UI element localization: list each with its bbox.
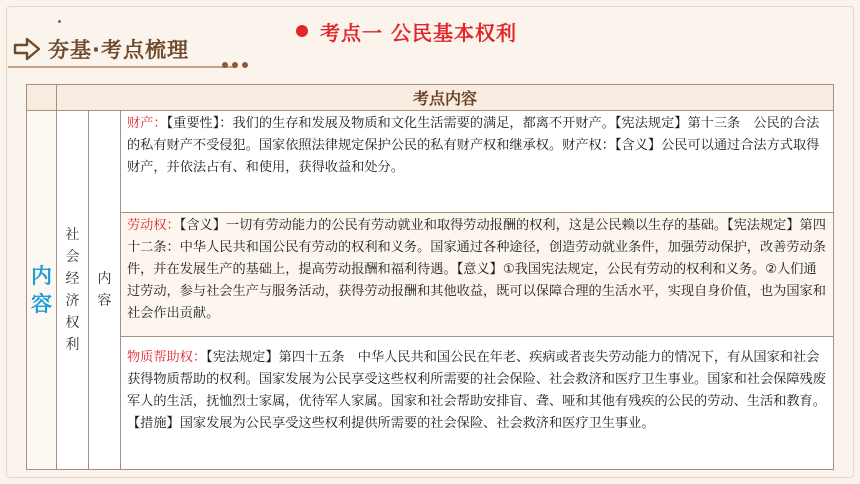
row-text: 【宪法规定】第四十五条 中华人民共和国公民在年老、疾病或者丧失劳动能力的情况下，有从国家和社会获得物质帮助的权利。国家发展为公民享受这些权利所需要的社会保险、社会救济和医疗卫生事业。国家和社会保障残废军人的生活，抚恤烈士家属，优待军人家属。国家和社会帮助安排盲、聋、哑和其他有残疾的公民的劳动、生活和教育。	[127, 350, 826, 409]
table-row	[121, 213, 834, 337]
row-keyword: 财产：	[127, 116, 167, 131]
topic-heading	[296, 16, 517, 46]
section-label: 夯基·考点梳理	[48, 38, 189, 62]
content-table	[26, 84, 834, 470]
row-text: 【重要性】：我们的生存和发展及物质和文化生活需要的满足，都离不开财产。【宪法规定】第十三条 公民的合法的私有财产不受侵犯。国家依照法律规定保护公民的私有财产权和继承权。财产权：【含义】公民可以通过合法方式取得财产，并依法占有、和使用，获得收益和处分。	[127, 116, 820, 175]
topic-title: 考点一 公民基本权利	[320, 20, 517, 45]
section-header	[12, 30, 252, 68]
bullet-dot-icon	[296, 25, 308, 37]
table-row	[121, 337, 834, 470]
row-extra: 【措施】国家发展为公民享受这些权利提供所需要的社会保险、社会救济和医疗卫生事业。	[127, 416, 655, 431]
side-label-text: 内容	[31, 264, 52, 316]
column-header: 考点内容	[57, 85, 834, 111]
category-label	[57, 111, 89, 470]
row-text: 【含义】一切有劳动能力的公民有劳动就业和取得劳动报酬的权利，这是公民赖以生存的基础。【宪法规定】第四十二条：中华人民共和国公民有劳动的权利和义务。国家通过各种途径，创造劳动就业条件，加强劳动保护，改善劳动条件，并在发展生产的基础上，提高劳动报酬和福利待遇。【意义】①我国宪法规定，公民有劳动的权利和义务。②人们通过劳动，参与社会生产与服务活动，获得劳动报酬和其他收益，既可以保障合理的生活水平，实现自身价值，也为国家和社会作出贡献。	[127, 218, 826, 321]
decor-dots	[222, 62, 248, 68]
category-label-text: 社会经济权利	[65, 227, 80, 353]
row-keyword: 物质帮助权：	[127, 350, 207, 365]
header-underline	[8, 66, 236, 68]
arrow-right-icon	[12, 34, 42, 64]
table-row	[121, 111, 834, 213]
sub-label	[89, 111, 121, 470]
side-label	[27, 111, 57, 470]
corner-dot	[58, 20, 61, 23]
row-keyword: 劳动权：	[127, 218, 180, 233]
header-blank-cell	[27, 85, 57, 111]
sub-label-text: 内容	[97, 271, 112, 309]
